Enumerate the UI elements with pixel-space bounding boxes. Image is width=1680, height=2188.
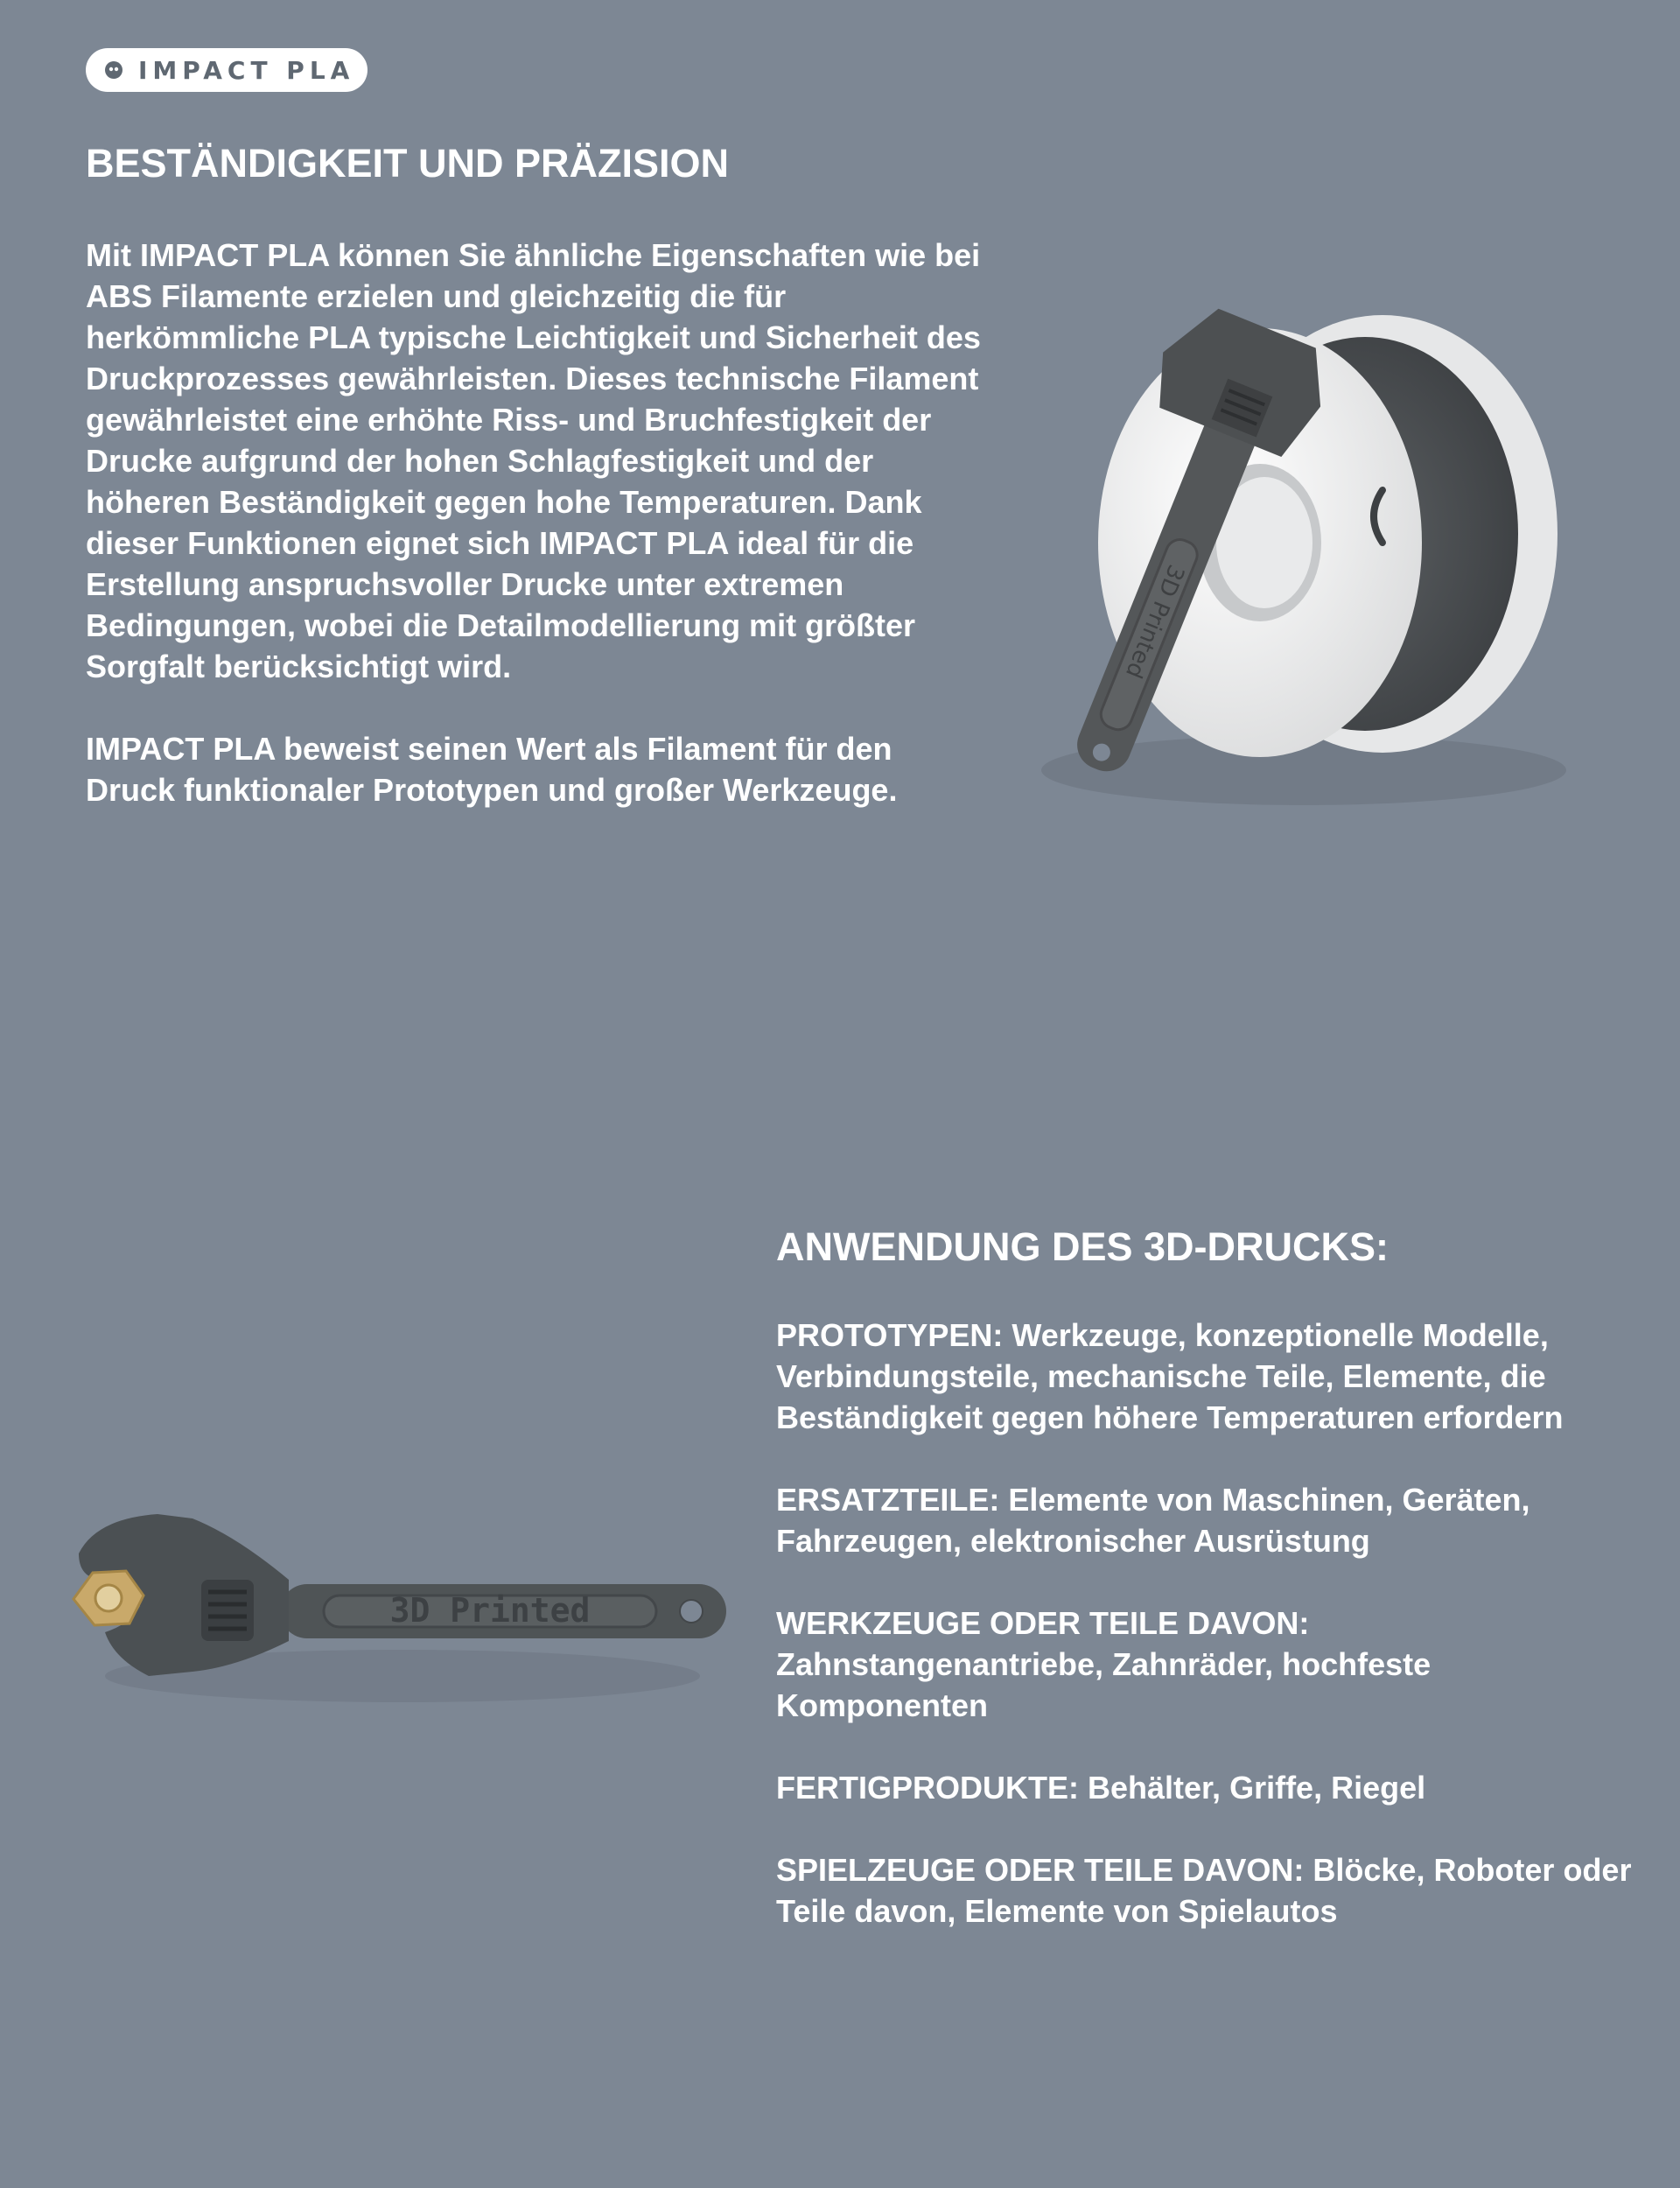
application-item-tools: WERKZEUGE ODER TEILE DAVON: Zahnstangenantriebe, Zahnräder, hochfeste Komponenten — [776, 1605, 1432, 1723]
filament-logo-icon — [105, 61, 122, 79]
applications-section — [776, 1221, 1642, 1973]
application-item-finished-products: FERTIGPRODUKTE: Behälter, Griffe, Riegel — [776, 1770, 1426, 1806]
badge-label: IMPACT PLA — [138, 55, 355, 85]
section-title-resistance: BESTÄNDIGKEIT UND PRÄZISION — [86, 141, 730, 186]
description-text — [86, 235, 987, 852]
spool-wrench-engraving: 3D Printed — [1119, 560, 1189, 683]
wrench-engraving: 3D Printed — [389, 1591, 591, 1630]
application-item-toys: SPIELZEUGE ODER TEILE DAVON: Blöcke, Roboter oder Teile davon, Elemente von Spielautos — [776, 1852, 1632, 1929]
product-badge — [86, 48, 368, 92]
description-paragraph-2: IMPACT PLA beweist seinen Wert als Filament für den Druck funktionaler Prototypen und großer Werkzeuge. — [86, 731, 898, 808]
application-item-spare-parts: ERSATZTEILE: Elemente von Maschinen, Geräten, Fahrzeugen, elektronischer Ausrüstung — [776, 1482, 1530, 1559]
application-item-prototypes: PROTOTYPEN: Werkzeuge, konzeptionelle Modelle, Verbindungsteile, mechanische Teile, Elemente, die Beständigkeit gegen höhere Temperaturen erfordern — [776, 1317, 1564, 1435]
wrench-with-nut-image — [61, 1501, 744, 1729]
description-paragraph-1: Mit IMPACT PLA können Sie ähnliche Eigenschaften wie bei ABS Filamente erzielen und gleichzeitig die für herkömmliche PLA typische Leichtigkeit und Sicherheit des Druckprozesses gewährleisten. Dieses technische Filament gewährleistet eine erhöhte Riss- und Bruchfestigkeit der Drucke aufgrund der hohen Schlagfestigkeit und der höheren Beständigkeit gegen hohe Temperaturen. Dank dieser Funktionen eignet sich IMPACT PLA ideal für die Erstellung anspruchsvoller Drucke unter extremen Bedingungen, wobei die Detailmodellierung mit größter Sorgfalt berücksichtigt wird. — [86, 237, 981, 684]
spool-with-wrench-image — [998, 280, 1575, 858]
section-title-applications: ANWENDUNG DES 3D-DRUCKS: — [776, 1224, 1390, 1269]
